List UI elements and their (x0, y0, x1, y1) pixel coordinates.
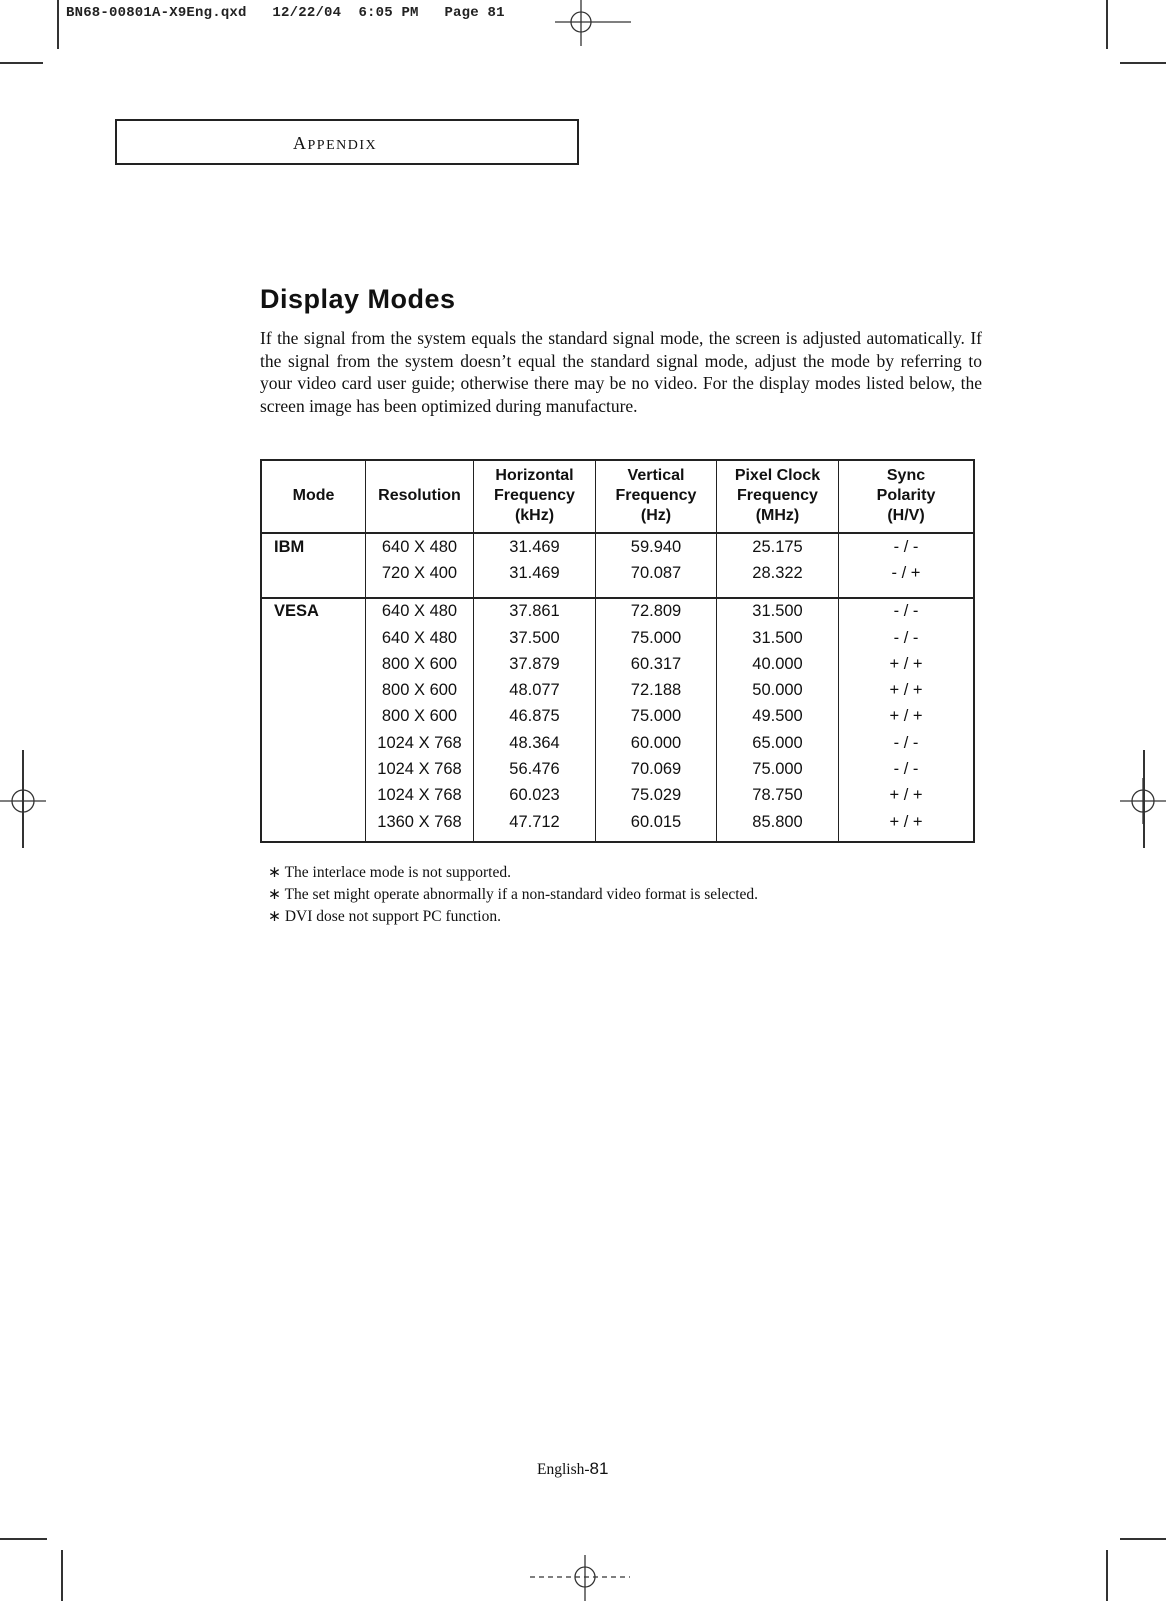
cell-horizontal-frequency: 48.077 (474, 677, 596, 703)
cell-sync-polarity: - / - (893, 760, 919, 779)
column-header-sync-polarity: Sync Polarity (H/V) (839, 460, 975, 533)
table-header-row (261, 460, 974, 533)
cell-horizontal-frequency: 48.364 (474, 730, 596, 756)
table-row (261, 651, 974, 677)
cell-mode (261, 560, 366, 586)
cell-vertical-frequency: 70.087 (596, 560, 717, 586)
print-slug: BN68-00801A-X9Eng.qxd 12/22/04 6:05 PM Page 81 (66, 5, 505, 21)
cell-sync-polarity: - / - (839, 598, 975, 625)
display-modes-table (260, 459, 975, 843)
table-row (261, 730, 974, 756)
notes-list (268, 862, 758, 928)
cell-sync-polarity: + / + (889, 786, 923, 805)
table-body (261, 533, 974, 842)
spacer-cell (717, 835, 839, 842)
spacer-cell (366, 587, 474, 598)
footer-page-number: 81 (589, 1459, 609, 1478)
cell-pixel-clock: 50.000 (717, 677, 839, 703)
column-header-horizontal: Horizontal Frequency (kHz) (474, 460, 596, 533)
cell-pixel-clock: 31.500 (717, 625, 839, 651)
cell-vertical-frequency: 70.069 (596, 756, 717, 782)
cell-pixel-clock: 25.175 (717, 533, 839, 560)
cell-resolution: 1024 X 768 (366, 783, 474, 809)
registration-mark-icon (555, 0, 635, 46)
cell-resolution: 1024 X 768 (366, 756, 474, 782)
cell-horizontal-frequency: 46.875 (474, 704, 596, 730)
intro-paragraph: If the signal from the system equals the standard signal mode, the screen is adjusted automatically. If the signal from the system doesn’t equal the standard signal mode, adjust the mode by referring to your video card user guide; otherwise there may be no video. For the display modes listed below, the screen image has been optimized during manufacture. (260, 328, 982, 416)
cell-vertical-frequency: 72.188 (596, 677, 717, 703)
spacer-cell (261, 835, 366, 842)
cell-pixel-clock: 78.750 (717, 783, 839, 809)
note-item: ∗ DVI dose not support PC function. (268, 908, 501, 925)
spacer-cell (596, 835, 717, 842)
spacer-cell (839, 835, 975, 842)
note-item: ∗ The set might operate abnormally if a non-standard video format is selected. (268, 886, 759, 903)
spacer-cell (839, 587, 975, 598)
table-row (261, 783, 974, 809)
cell-resolution: 640 X 480 (366, 625, 474, 651)
cell-horizontal-frequency: 37.500 (474, 625, 596, 651)
table-row (261, 704, 974, 730)
column-header-mode: Mode (261, 460, 366, 533)
registration-mark-icon (0, 778, 46, 824)
cell-vertical-frequency: 60.000 (596, 730, 717, 756)
registration-mark-icon (1120, 778, 1166, 824)
cell-mode (261, 730, 366, 756)
cell-horizontal-frequency: 31.469 (474, 560, 596, 586)
cell-vertical-frequency: 72.809 (596, 598, 717, 625)
cell-resolution: 800 X 600 (366, 651, 474, 677)
crop-mark (0, 62, 43, 64)
cell-resolution: 800 X 600 (366, 677, 474, 703)
cell-resolution: 1024 X 768 (366, 730, 474, 756)
crop-mark (57, 0, 59, 49)
cell-mode (261, 651, 366, 677)
spacer-cell (596, 587, 717, 598)
cell-vertical-frequency: 75.000 (596, 704, 717, 730)
cell-horizontal-frequency: 47.712 (474, 809, 596, 835)
spacer-cell (717, 587, 839, 598)
cell-horizontal-frequency: 56.476 (474, 756, 596, 782)
footer-language: English- (537, 1461, 590, 1478)
section-header-box (115, 119, 579, 165)
cell-resolution: 640 X 480 (366, 598, 474, 625)
cell-horizontal-frequency: 31.469 (474, 533, 596, 560)
crop-mark (1120, 62, 1166, 64)
table-row (261, 756, 974, 782)
cell-resolution: 800 X 600 (366, 704, 474, 730)
section-label: APPENDIX (293, 133, 378, 153)
table-row (261, 625, 974, 651)
cell-pixel-clock: 40.000 (717, 651, 839, 677)
column-header-resolution: Resolution (366, 460, 474, 533)
column-header-pixel-clock: Pixel Clock Frequency (MHz) (717, 460, 839, 533)
cell-pixel-clock: 65.000 (717, 730, 839, 756)
spacer-cell (261, 587, 366, 598)
cell-resolution: 640 X 480 (366, 533, 474, 560)
crop-mark (1120, 1538, 1166, 1540)
group-spacer-row (261, 587, 974, 598)
table-bottom-spacer (261, 835, 974, 842)
cell-resolution: 720 X 400 (366, 560, 474, 586)
cell-vertical-frequency: 59.940 (596, 533, 717, 560)
cell-sync-polarity: + / + (889, 707, 923, 726)
cell-vertical-frequency: 60.015 (596, 809, 717, 835)
page-footer (537, 1459, 608, 1479)
cell-pixel-clock: 31.500 (717, 598, 839, 625)
note-item: ∗ The interlace mode is not supported. (268, 864, 511, 881)
cell-pixel-clock: 85.800 (717, 809, 839, 835)
cell-mode (261, 756, 366, 782)
cell-pixel-clock: 28.322 (717, 560, 839, 586)
cell-sync-polarity: - / - (893, 628, 919, 647)
page-title: Display Modes (260, 284, 456, 314)
cell-sync-polarity: + / + (889, 812, 923, 831)
cell-horizontal-frequency: 37.879 (474, 651, 596, 677)
crop-mark (61, 1550, 63, 1601)
spacer-cell (366, 835, 474, 842)
column-header-vertical: Vertical Frequency (Hz) (596, 460, 717, 533)
cell-vertical-frequency: 75.000 (596, 625, 717, 651)
cell-pixel-clock: 49.500 (717, 704, 839, 730)
cell-mode (261, 783, 366, 809)
cell-sync-polarity: - / + (891, 563, 921, 582)
cell-mode: IBM (261, 533, 366, 560)
cell-resolution: 1360 X 768 (366, 809, 474, 835)
table-row (261, 533, 974, 560)
cell-mode (261, 625, 366, 651)
crop-mark (1106, 0, 1108, 49)
table-row (261, 560, 974, 586)
spacer-cell (474, 587, 596, 598)
cell-sync-polarity: - / - (893, 733, 919, 752)
table-row (261, 809, 974, 835)
cell-vertical-frequency: 60.317 (596, 651, 717, 677)
cell-mode: VESA (261, 598, 366, 625)
cell-mode (261, 809, 366, 835)
cell-sync-polarity: + / + (889, 681, 923, 700)
table-row (261, 598, 974, 625)
cell-horizontal-frequency: 37.861 (474, 598, 596, 625)
crop-mark (0, 1538, 47, 1540)
registration-mark-icon (530, 1555, 630, 1601)
cell-vertical-frequency: 75.029 (596, 783, 717, 809)
cell-sync-polarity: + / + (889, 654, 923, 673)
cell-sync-polarity: - / - (893, 537, 919, 556)
cell-mode (261, 704, 366, 730)
cell-pixel-clock: 75.000 (717, 756, 839, 782)
cell-mode (261, 677, 366, 703)
cell-horizontal-frequency: 60.023 (474, 783, 596, 809)
crop-mark (1106, 1550, 1108, 1601)
spacer-cell (474, 835, 596, 842)
table-row (261, 677, 974, 703)
